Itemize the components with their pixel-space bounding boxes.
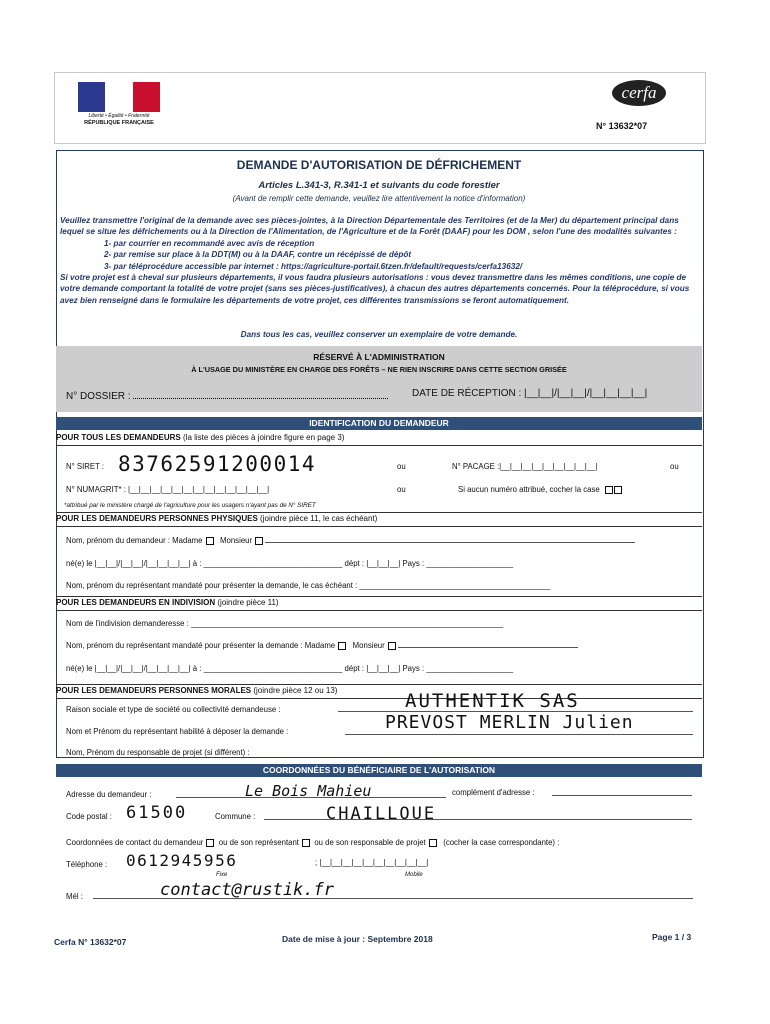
instructions-multi-dept: Si votre projet est à cheval sur plusieurs départements, il vous faudra plusieurs autorisations : vous devez transmettre dans les mêmes conditions, une copie de votre demande comportant la totalité de votre projet (sans ses pièces-justificatives), à chacun des autres départements concernés. Pour la téléprocédure, si vous avez bien renseigné dans le formulaire les départements de votre projet, ces différentes transmissions se feront automatiquement. [60,273,690,305]
indivision-madame-checkbox[interactable] [338,642,346,650]
page-number: Page 1 / 3 [652,932,692,942]
phone-landline-field[interactable]: 0612945956 [126,851,238,870]
mobile-label: Mobile [405,872,423,878]
contact-choice-row [66,838,559,847]
physical-name-label: Nom, prénom du demandeur : Madame [66,536,203,545]
physical-representative-row[interactable]: Nom, prénom du représentant mandaté pour présenter la demande, le cas échéant : ____________________________________________ [66,581,551,590]
date-reception: DATE DE RÉCEPTION : |__|__|/|__|__|/|__|__|__|__| [412,388,648,399]
all-applicants-title: POUR TOUS LES DEMANDEURS [56,433,181,442]
indivision-name-row[interactable]: Nom de l'indivision demanderesse : ________________________________________________________________________ [66,619,504,628]
monsieur-label: Monsieur [220,536,253,545]
divider [56,445,702,446]
commune-field[interactable]: CHAILLOUE [326,804,437,824]
keep-copy-note: Dans tous les cas, veuillez conserver un exemplaire de votre demande. [240,330,518,339]
republic-name: RÉPUBLIQUE FRANÇAISE [84,120,154,126]
indivision-monsieur-checkbox[interactable] [388,642,396,650]
marianne-logo [78,82,160,132]
dossier-field [66,388,388,402]
siret-field[interactable]: 83762591200014 [118,452,317,476]
contact-rep-checkbox[interactable] [302,839,310,847]
indivision-birth-row[interactable]: né(e) le |__|__|/|__|__|/|__|__|__|__| à : ________________________________ dépt : |__|__|__| Pays : ____________________ [66,664,514,673]
indivision-head-text: POUR LES DEMANDEURS EN INDIVISION [56,598,216,607]
french-flag-icon [78,82,160,112]
address-complement-label: complément d'adresse : [452,788,535,797]
ou-label-3: ou [397,485,406,494]
identification-bar: IDENTIFICATION DU DEMANDEUR [56,417,702,430]
mode-1: 1- par courrier en recommandé avec avis de réception [104,238,315,248]
legal-head-text: POUR LES DEMANDEURS PERSONNES MORALES [56,686,252,695]
indivision-representative-row [66,641,578,650]
coordinates-bar: COORDONNÉES DU BÉNÉFICIAIRE DE L'AUTORISATION [56,764,702,777]
company-name-field[interactable]: AUTHENTIK SAS [405,690,580,712]
dossier-line [133,388,388,399]
notice-reminder: (Avant de remplir cette demande, veuillez lire attentivement la notice d'information) [232,194,526,203]
admin-title: RÉSERVÉ À L'ADMINISTRATION [313,352,445,362]
no-number-label: Si aucun numéro attribué, cocher la case [458,485,600,494]
numagrit-field[interactable]: N° NUMAGRIT* : |__|__|__|__|__|__|__|__|__|__|__|__|__| [66,485,270,494]
postal-code-field[interactable]: 61500 [126,803,188,823]
commune-label: Commune : [215,812,256,821]
indivision-head-note: (joindre pièce 11) [217,598,279,607]
dossier-label: N° DOSSIER : [66,391,131,402]
physical-head-note: (joindre pièce 11, le cas échéant) [260,514,378,523]
address-label: Adresse du demandeur : [66,790,152,799]
address-complement-field[interactable] [552,795,692,796]
physical-name-input[interactable] [265,542,635,543]
physical-head-text: POUR LES DEMANDEURS PERSONNES PHYSIQUES [56,514,258,523]
representative-field[interactable]: PREVOST MERLIN Julien [385,712,634,733]
articles-reference: Articles L.341-3, R.341-1 et suivants du code forestier [258,180,500,191]
indivision-section-head [56,596,702,611]
no-number-checkbox-2[interactable] [614,486,622,494]
physical-birth-row[interactable]: né(e) le |__|__|/|__|__|/|__|__|__|__| à : ________________________________ dépt : |__|__|__| Pays : ____________________ [66,559,514,568]
instructions-intro: Veuillez transmettre l'original de la demande avec ses pièces-jointes, à la Direction Départementale des Territoires (et de la Mer) du département principal dans lequel se situe les défrichements ou à la Direction de l'Alimentation, de l'Agriculture et de la Forêt (DAAF) pour les DOM , selon l'une des modalités suivantes : [60,216,679,237]
ou-label: ou [397,462,406,471]
indivision-rep-label: Nom, prénom du représentant mandaté pour présenter la demande : Madame [66,641,336,650]
mode-3: 3- par téléprocédure accessible par internet : https://agriculture-portail.6tzen.fr/default/requests/cerfa13632/ [104,261,523,271]
contact-self-label: Coordonnées de contact du demandeur [66,838,204,847]
monsieur-checkbox[interactable] [255,537,263,545]
contact-manager-label: ou de son responsable de projet [314,838,426,847]
contact-note: (cocher la case correspondante) : [443,838,560,847]
republic-motto: Liberté • Égalité • Fraternité [88,113,150,119]
admin-usage-note: À L'USAGE DU MINISTÈRE EN CHARGE DES FORÊTS – NE RIEN INSCRIRE DANS CETTE SECTION GRISÉE [191,365,567,374]
indivision-monsieur-label: Monsieur [352,641,385,650]
pacage-field[interactable]: N° PACAGE :|__|__|__|__|__|__|__|__|__| [452,462,598,471]
company-name-label: Raison sociale et type de société ou collectivité demandeuse : [66,705,281,714]
legal-section-head [56,684,702,699]
form-number: N° 13632*07 [596,121,648,131]
madame-checkbox[interactable] [206,537,214,545]
all-applicants-head [56,433,344,442]
instructions [60,215,700,306]
cerfa-logo: cerfa [612,80,666,106]
all-applicants-note: (la liste des pièces à joindre figure en page 3) [183,433,345,442]
numagrit-footnote: *attribué par le ministère chargé de l'agriculture pour les usagers n'ayant pas de N° SIRET [64,502,316,509]
contact-manager-checkbox[interactable] [429,839,437,847]
representative-label: Nom et Prénom du représentant habilité à déposer la demande : [66,727,289,736]
email-field[interactable]: contact@rustik.fr [160,880,334,900]
footer-form-number: Cerfa N° 13632*07 [54,937,127,947]
physical-section-head [56,512,702,527]
postal-code-label: Code postal : [66,812,112,821]
landline-label: Fixe [216,872,228,878]
mode-2: 2- par remise sur place à la DDT(M) ou à la DAAF, contre un récépissé de dépôt [104,250,412,260]
indivision-rep-input[interactable] [398,647,578,648]
email-label: Mél : [66,892,83,901]
indivision-title [56,598,279,607]
contact-rep-label: ou de son représentant [218,838,299,847]
contact-self-checkbox[interactable] [206,839,214,847]
ou-label-2: ou [670,462,679,471]
page-title: DEMANDE D'AUTORISATION DE DÉFRICHEMENT [236,158,522,172]
project-manager-row[interactable]: Nom, Prénom du responsable de projet (si différent) : [66,748,250,757]
no-number-checkbox[interactable] [605,486,613,494]
legal-title [56,686,337,695]
physical-name-row [66,536,635,545]
representative-line [345,734,693,735]
physical-title [56,514,377,523]
legal-head-note: (joindre pièce 12 ou 13) [253,686,338,695]
no-number-option [458,485,622,494]
siret-label: N° SIRET : [66,462,105,471]
footer-update-date: Date de mise à jour : Septembre 2018 [282,934,433,944]
phone-label: Téléphone : [66,860,108,869]
phone-mobile-field[interactable]: ; |__|__|__|__|__|__|__|__|__|__| [315,858,429,867]
address-field[interactable]: Le Bois Mahieu [245,782,372,800]
